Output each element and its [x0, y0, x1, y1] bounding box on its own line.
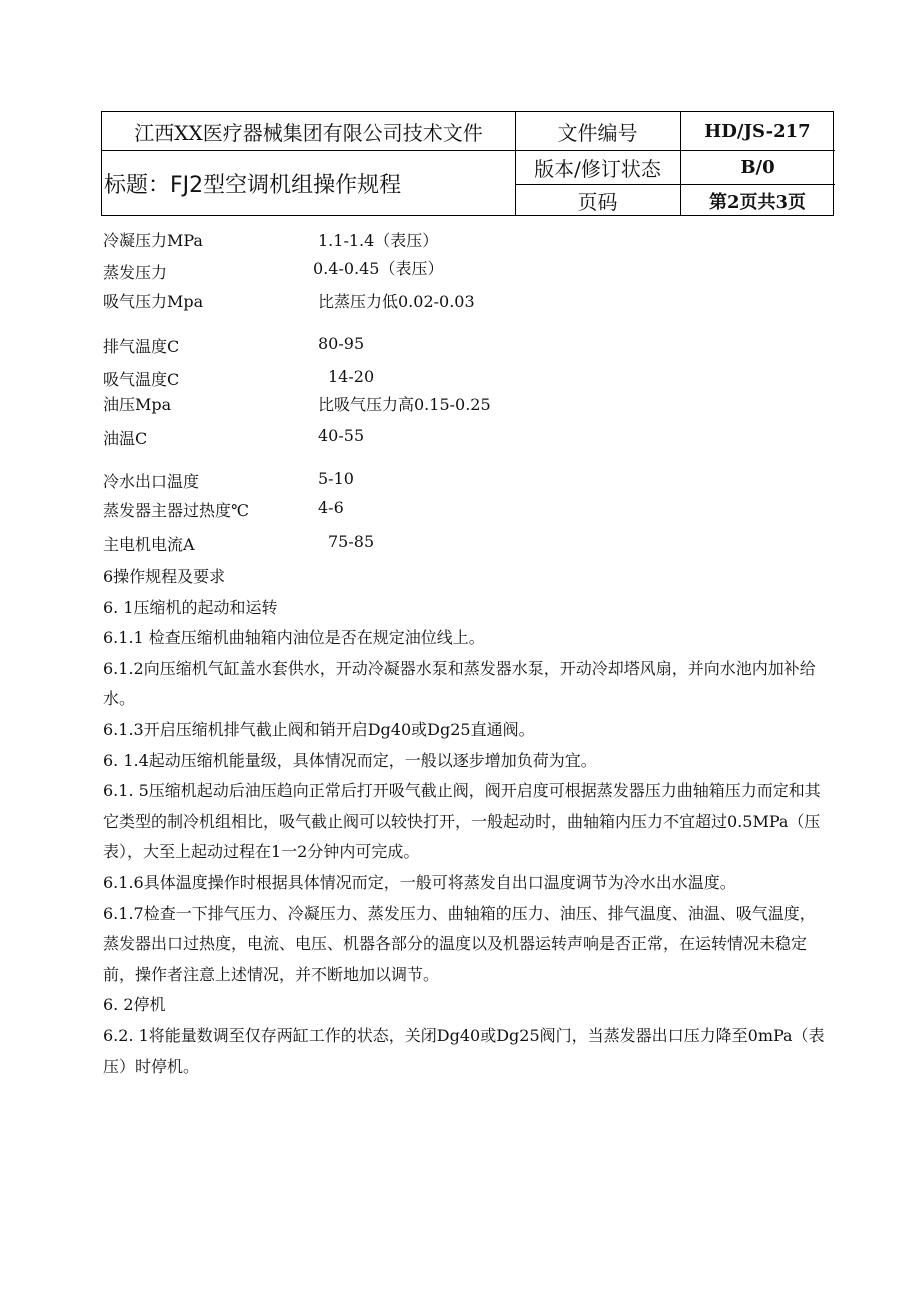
header-table [101, 111, 834, 216]
param-label: 蒸发器主器过热度℃ [103, 501, 249, 520]
procedure-step: 6.1. 5压缩机起动后油压趋向正常后打开吸气截止阀，阀开启度可根据蒸发器压力曲轴箱压力而定和其它类型的制冷机组相比，吸气截止阀可以较快打开，一般起动时，曲轴箱内压力不宜超过0.5MPa（压表），大至上起动过程在1一2分钟内可完成。 [103, 781, 821, 862]
param-value: 0.4-0.45（表压） [313, 259, 444, 278]
doc-no-value: HD/JS-217 [704, 120, 811, 142]
procedure-step: 6.2. 1将能量数调至仅存两缸工作的状态，关闭Dg40或Dg25阀门，当蒸发器出口压力降至0mPa（表压）时停机。 [103, 1025, 825, 1076]
procedure-step: 6.1.3开启压缩机排气截止阀和销开启Dg40或Dg25直通阀。 [103, 719, 535, 739]
param-label: 排气温度C [103, 337, 180, 356]
company-name: 江西XX医疗器械集团有限公司技术文件 [134, 120, 483, 145]
param-value: 75-85 [328, 532, 375, 551]
procedure-step: 6.1.7检查一下排气压力、冷凝压力、蒸发压力、曲轴箱的压力、油压、排气温度、油温、吸气温度，蒸发器出口过热度，电流、电压、机器各部分的温度以及机器运转声响是否正常，在运转情况未稳定前，操作者注意上述情况，并不断地加以调节。 [103, 903, 816, 984]
version-label: 版本/修订状态 [534, 156, 661, 181]
procedure-step: 6. 1.4起动压缩机能量级，具体情况而定，一般以逐步增加负荷为宜。 [103, 750, 597, 770]
subsection-heading: 6. 2停机 [103, 995, 166, 1015]
param-value: 40-55 [318, 426, 365, 445]
subsection-heading: 6. 1压缩机的起动和运转 [103, 597, 278, 617]
param-label: 油温C [103, 429, 148, 448]
param-value: 4-6 [318, 498, 344, 517]
param-label: 吸气压力Mpa [103, 292, 204, 311]
section-heading: 6操作规程及要求 [103, 567, 226, 586]
procedure-step: 6.1.6具体温度操作时根据具体情况而定，一般可将蒸发自出口温度调节为冷水出水温度。 [103, 872, 736, 892]
doc-no-label: 文件编号 [557, 120, 638, 145]
page-label: 页码 [577, 190, 618, 214]
param-value: 比吸气压力高0.15-0.25 [318, 395, 491, 414]
param-label: 主电机电流A [103, 535, 195, 554]
param-label: 蒸发压力 [103, 263, 168, 282]
procedure-text [103, 562, 831, 1082]
param-value: 5-10 [318, 469, 354, 488]
param-label: 吸气温度C [103, 370, 180, 389]
param-label: 冷水出口温度 [103, 472, 200, 491]
page-value: 第2页共3页 [708, 191, 807, 213]
document-title: 标题：FJ2型空调机组操作规程 [104, 173, 402, 198]
param-label: 油压Mpa [103, 395, 172, 414]
param-value: 比蒸压力低0.02-0.03 [318, 292, 475, 311]
param-value: 14-20 [328, 367, 375, 386]
param-value: 80-95 [318, 334, 365, 353]
procedure-step: 6.1.1 检查压缩机曲轴箱内油位是否在规定油位线上。 [103, 628, 485, 648]
param-value: 1.1-1.4（表压） [318, 231, 439, 250]
version-value: B/0 [740, 156, 775, 178]
procedure-step: 6.1.2向压缩机气缸盖水套供水，开动冷凝器水泵和蒸发器水泵，开动冷却塔风扇，并向水池内加补给水。 [103, 658, 816, 709]
param-label: 冷凝压力MPa [103, 231, 203, 250]
